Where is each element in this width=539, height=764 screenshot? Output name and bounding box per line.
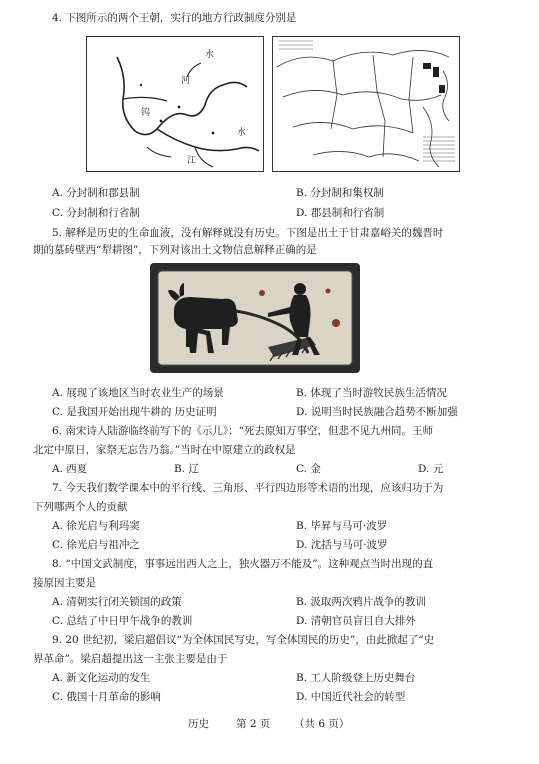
q7-option-a: A. 徐光启与利玛窦	[52, 520, 140, 532]
map1-label-4: 水	[237, 128, 247, 138]
q4-option-d: D. 郡县制和行省制	[296, 207, 385, 219]
footer-page: 第 2 页	[236, 718, 271, 730]
question-9-stem-line-1: 9. 20 世纪初，梁启超倡议“为全体国民写史，写全体国民的历史”，由此掀起了“史	[52, 634, 435, 646]
map1-label-1: 河	[181, 76, 191, 86]
q9-option-d: D. 中国近代社会的转型	[296, 691, 406, 703]
q8-option-c: C. 总结了中日甲午战争的教训	[52, 615, 193, 627]
map1-label-3: 江	[187, 156, 197, 166]
dynasty-map-2	[272, 36, 460, 172]
question-8-stem-line-1: 8. “中国文武制度，事事远出西人之上，独火器万不能及”。这种观点当时出现的直	[52, 558, 434, 570]
q5-option-a: A. 展现了该地区当时农业生产的场景	[52, 387, 224, 399]
q6-option-a: A. 西夏	[52, 463, 88, 475]
q6-option-c: C. 金	[296, 463, 321, 475]
q4-option-a: A. 分封制和郡县制	[52, 187, 140, 199]
question-4-stem: 4. 下图所示的两个王朝，实行的地方行政制度分别是	[52, 12, 297, 24]
q6-option-b: B. 辽	[174, 463, 199, 475]
plowing-painting-drawing	[150, 263, 360, 373]
question-7-stem-line-1: 7. 今天我们数学课本中的平行线、三角形、平行四边形等术语的出现，应该归功于为	[52, 482, 444, 494]
question-6-stem-line-2: 北定中原日，家祭无忘告乃翁。”当时在中原建立的政权是	[33, 444, 296, 456]
q6-option-d: D. 元	[418, 463, 444, 475]
q9-option-a: A. 新文化运动的发生	[52, 672, 151, 684]
question-5-stem-line-2: 期的墓砖壁西“犁耕图”，下列对该出土文物信息解释正确的是	[33, 244, 317, 256]
dynasty-map-2-drawing	[273, 37, 459, 171]
map1-label-2: 钨	[141, 108, 151, 118]
plowing-painting	[150, 263, 360, 373]
q8-option-d: D. 清朝官员盲目自大排外	[296, 615, 416, 627]
q4-option-b: B. 分封制和集权制	[296, 187, 384, 199]
q5-option-d: D. 说明当时民族融合趋势不断加强	[296, 406, 458, 418]
footer-subject: 历史	[188, 718, 209, 730]
question-5-stem-line-1: 5. 解释是历史的生命血液，没有解释就没有历史。下图是出土于甘肃嘉峪关的魏晋时	[52, 227, 444, 239]
q7-option-d: D. 沈括与马可·波罗	[296, 539, 388, 551]
question-7-stem-line-2: 下列哪两个人的贡献	[33, 501, 128, 513]
question-6-stem-line-1: 6. 南宋诗人陆游临终前写下的《示儿》：“死去原知万事空，但悲不见九州同。王师	[52, 425, 433, 437]
q5-option-c: C. 是我国开始出现牛耕的 历史证明	[52, 406, 217, 418]
q9-option-c: C. 俄国十月革命的影响	[52, 691, 161, 703]
footer-total: （共 6 页）	[294, 718, 350, 730]
q4-option-c: C. 分封制和行省制	[52, 207, 140, 219]
dynasty-map-1	[86, 36, 264, 172]
q8-option-a: A. 清朝实行闭关锁国的政策	[52, 596, 182, 608]
map1-label-0: 水	[205, 50, 215, 60]
dynasty-map-1-drawing	[87, 37, 263, 171]
q8-option-b: B. 汲取两次鸦片战争的教训	[296, 596, 426, 608]
question-9-stem-line-2: 界革命”。梁启超提出这一主张主要是由于	[33, 653, 228, 665]
q9-option-b: B. 工人阶级登上历史舞台	[296, 672, 416, 684]
q7-option-b: B. 毕昇与马可·波罗	[296, 520, 388, 532]
q7-option-c: C. 徐光启与祖冲之	[52, 539, 140, 551]
question-8-stem-line-2: 接原因主要是	[33, 577, 96, 589]
q5-option-b: B. 体现了当时游牧民族生活情况	[296, 387, 447, 399]
